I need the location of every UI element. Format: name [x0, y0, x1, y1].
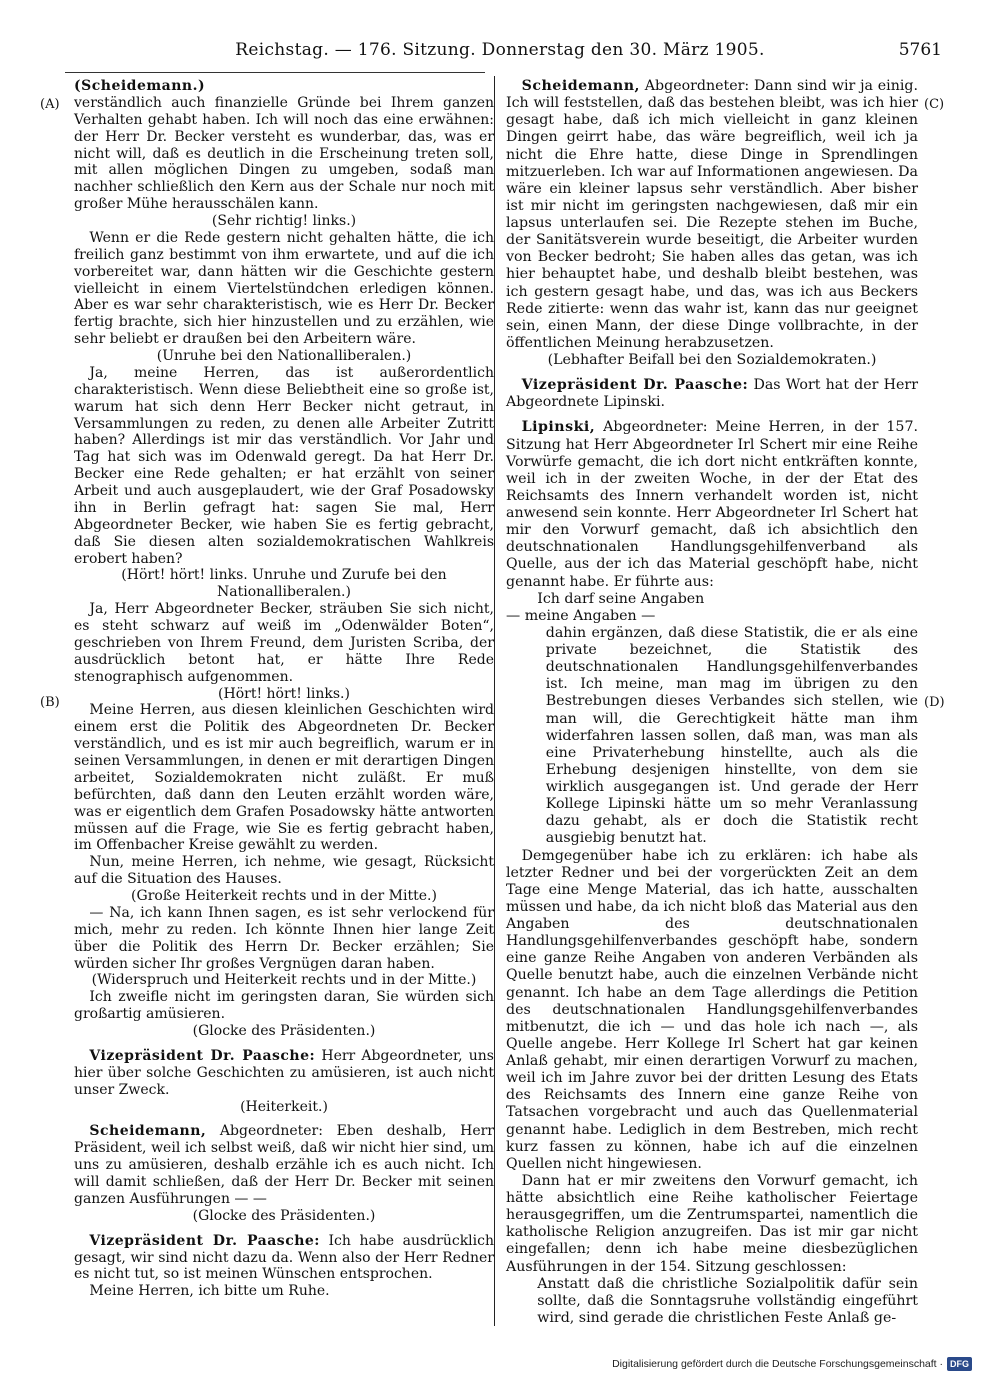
running-title: Reichstag. — 176. Sitzung. Donnerstag den 30. März 1905.	[235, 40, 765, 60]
interjection: (Hört! hört! links. Unruhe und Zurufe bei den Nationalliberalen.)	[121, 567, 447, 601]
speech	[506, 78, 918, 352]
left-column	[74, 78, 494, 1300]
quotation: — meine Angaben —	[506, 607, 656, 624]
speech	[506, 419, 918, 590]
speech	[506, 377, 918, 411]
paragraph: — Na, ich kann Ihnen sagen, es ist sehr verlockend für mich, mehr zu reden. Ich könnte Ihnen hier lange Zeit über die Politik des Herrn Dr. Becker erzählen; Sie würden sicher Ihr großes Vergnügen daran haben.	[74, 904, 494, 972]
interjection: (Widerspruch und Heiterkeit rechts und in der Mitte.)	[91, 972, 477, 989]
speaker-tag: (Scheidemann.)	[74, 78, 206, 94]
paragraph: Nun, meine Herren, ich nehme, wie gesagt, Rücksicht auf die Situation des Hauses.	[74, 854, 494, 888]
speaker-name: Scheidemann,	[89, 1123, 207, 1140]
page-number: 5761	[898, 40, 942, 60]
margin-marker-d: (D)	[924, 695, 945, 710]
interjection: (Hört! hört! links.)	[218, 685, 350, 702]
speech-text: Abgeordneter: Eben deshalb, Herr Präsident, weil ich selbst weiß, daß wir nicht hier sind, um uns zu amüsieren, deshalb erzähle ich es auch nicht. Ich will damit schließen, daß der Herr Dr. Becker mit seinen ganzen Ausführungen — —	[74, 1123, 494, 1207]
paragraph: Dann hat er mir zweitens den Vorwurf gemacht, ich hätte absichtlich eine Reihe katholischer Feiertage herausgegriffen, um die Zentrumspartei, namentlich die katholische Religion anzugreifen. Das ist mir gar nicht eingefallen; denn ich habe meine diesbezüglichen Ausführungen in der 154. Sitzung geschlossen:	[506, 1172, 918, 1275]
paragraph: Ja, meine Herren, das ist außerordentlich charakteristisch. Wenn diese Beliebtheit eine so große ist, warum hat sich denn Herr Becker nicht getraut, in Versammlungen zu reden, zu denen alle Arbeiter Zutritt haben? Allerdings ist mir das verständlich. Vor Jahr und Tag hat sich was im Odenwald geregt. Da hat Herr Dr. Becker eine Rede gehalten; er hat erzählt von seiner Arbeit und auch ausgeplaudert, wie der Graf Posadowsky ihn in Berlin gefragt hat: sagen Sie mal, Herr Abgeordneter Becker, wie haben Sie es fertig gebracht, daß Sie diesen alten sozialdemokratischen Wahlkreis erobert haben?	[74, 364, 494, 567]
header-rule	[65, 72, 485, 73]
speech-text: Das Wort hat der Herr Abgeordnete Lipinski.	[506, 377, 918, 411]
credit-text: Digitalisierung gefördert durch die Deutsche Forschungsgemeinschaft ·	[612, 1358, 943, 1370]
quotation: dahin ergänzen, daß diese Statistik, die er als eine private bezeichnet, die Statistik des deutschnationalen Handlungsgehilfenverbandes ist. Ich meine, man mag im übrigen zu den Bestrebungen dieses Verbandes sich stellen, wie man will, die Gerechtigkeit hätte man ihm widerfahren lassen sollen, daß man, was man als eine Privaterhebung hinstellte, auch als die Erhebung desjenigen hinstellte, von dem sie wirklich ausgegangen ist. Und gerade der Herr Kollege Lipinski hätte um so mehr Veranlassung dazu gehabt, als er doch die Statistik recht ausgiebig benutzt hat.	[545, 624, 918, 847]
speech	[74, 1123, 494, 1207]
paragraph: Meine Herren, aus diesen kleinlichen Geschichten wird einem erst die Politik des Abgeordneten Dr. Becker verständlich, und es ist mir auch begreiflich, warum er in seinen Versammlungen, in denen er mit derartigen Dingen arbeitet, Sozialdemokraten nicht zuläßt. Er muß befürchten, daß dann den Leuten erzählt worden wäre, was er eigentlich dem Grafen Posadowsky hätte antworten müssen auf die Frage, wie Sie es fertig gebracht haben, im Offenbacher Kreise gewählt zu werden.	[74, 702, 494, 854]
speech-text: Abgeordneter: Dann sind wir ja einig. Ich will feststellen, daß das bestehen bleibt, was ich hier gesagt habe, daß ich mich vielleicht in ganz kleinen Dingen geirrt habe, das wäre begreiflich, weil ich ja nicht die Ehre hatte, diese Dinge in Sprendlingen mitzuerleben. Ich war auf Informationen angewiesen. Da wäre ein kleiner lapsus sehr verständlich. Aber bisher ist mir nicht im geringsten nachgewiesen, daß mir ein lapsus unterlaufen sei. Die Rezepte stehen im Buche, der Sanitätsverein wurde beseitigt, die Arbeiter wurden von Becker bedroht; Sie haben alles das getan, was ich hier behauptet habe, und deshalb bleibt bestehen, was ich gestern gesagt habe, und das, was ich aus Beckers Rede zitierte: wenn das wahr ist, kann das nur geeignet sein, einen Mann, der diese Dinge vollbrachte, in der öffentlichen Meinung herabzusetzen.	[506, 78, 918, 351]
paragraph: Ja, Herr Abgeordneter Becker, sträuben Sie sich nicht, es steht schwarz auf weiß im „Odenwälder Boten“, geschrieben von Ihrem Freund, dem Juristen Scriba, der ausdrücklich betont hat, er hätte Ihre Rede stenographisch aufgenommen.	[74, 601, 494, 685]
margin-marker-a: (A)	[40, 97, 60, 112]
speech-text: Ich habe ausdrücklich gesagt, wir sind nicht dazu da. Wenn also der Herr Redner es nicht tut, so ist meinen Wünschen entsprochen.	[74, 1232, 494, 1283]
speaker-name: Vizepräsident Dr. Paasche:	[89, 1047, 316, 1064]
paragraph: verständlich auch finanzielle Gründe bei Ihrem ganzen Verhalten gehabt haben. Ich will noch das eine erwähnen: der Herr Dr. Becker versteht es wunderbar, das, was er nicht will, daß es deutlich in die Erscheinung treten soll, mit allen möglichen Dingen zu umgeben, sodaß man nachher schließlich den Kern aus der Schale nur noch mit großer Mühe herausschälen kann.	[74, 94, 494, 213]
page-header	[0, 40, 1000, 70]
speaker-name: Vizepräsident Dr. Paasche:	[89, 1232, 320, 1249]
speech	[74, 1233, 494, 1284]
speech	[74, 1048, 494, 1099]
paragraph: Demgegenüber habe ich zu erklären: ich habe als letzter Redner und bei der vorgerückten Zeit an dem Tage eine Menge Material, das ich hatte, ausschalten müssen und habe, da ich nicht bloß das Material aus den Angaben des deutschnationalen Handlungsgehilfenverbandes geschöpft habe, sondern eine ganze Reihe Angaben von anderen Verbänden als Quelle benutzt habe, auch die einzelnen Verbände nicht genannt. Ich habe an dem Tage allerdings die Petition des deutschnationalen Handlungsgehilfenverbandes mitbenutzt, die ich — und das hole ich nach —, als Quelle angebe. Herr Kollege Irl Schert hat gar keinen Anlaß gehabt, mir einen derartigen Vorwurf zu machen, weil ich im Jahre zuvor bei der dritten Lesung des Etats des Reichsamts des Innern eine ganze Reihe von Tatsachen vorgebracht und auch das Quellenmaterial genannt habe. Lediglich in dem Bestreben, mich recht kurz fassen zu können, habe ich auf die einzelnen Quellen nicht hingewiesen.	[506, 847, 918, 1172]
paragraph: Meine Herren, ich bitte um Ruhe.	[89, 1283, 330, 1300]
paragraph: Wenn er die Rede gestern nicht gehalten hätte, die ich freilich ganz bestimmt von ihm erwartete, und auf die ich vorbereitet war, dann hätten wir die Geschichte gestern vielleicht in einem Viertelstündchen erledigen können. Aber es war sehr charakteristisch, wie es Herr Dr. Becker fertig brachte, sich hier hinzustellen und zu erzählen, wie sehr beliebt er draußen bei den Arbeitern wäre.	[74, 229, 494, 348]
quotation: Anstatt daß die christliche Sozialpolitik dafür sein sollte, daß die Sonntagsruhe vollständig eingeführt wird, sind gerade die christlichen Feste Anlaß ge-	[537, 1275, 918, 1326]
quotation: Ich darf seine Angaben	[537, 590, 705, 607]
column-divider	[494, 76, 495, 1326]
speech-text: Herr Abgeordneter, uns hier über solche Geschichten zu amüsieren, ist auch nicht unser Zweck.	[74, 1047, 494, 1098]
dfg-logo: DFG	[947, 1357, 972, 1371]
digitization-credit	[612, 1357, 972, 1371]
paragraph: Ich zweifle nicht im geringsten daran, Sie würden sich großartig amüsieren.	[74, 989, 494, 1023]
speaker-name: Scheidemann,	[521, 78, 640, 94]
margin-marker-c: (C)	[924, 97, 945, 112]
right-column	[506, 78, 918, 1327]
interjection: (Lebhafter Beifall bei den Sozialdemokraten.)	[547, 352, 877, 368]
interjection: (Große Heiterkeit rechts und in der Mitte.)	[131, 888, 437, 904]
margin-marker-b: (B)	[40, 695, 60, 710]
speaker-name: Vizepräsident Dr. Paasche:	[521, 377, 749, 394]
speaker-name: Lipinski,	[521, 419, 596, 436]
interjection: (Glocke des Präsidenten.)	[192, 1207, 376, 1224]
speech-text: Abgeordneter: Meine Herren, in der 157. Sitzung hat Herr Abgeordneter Irl Schert mir eine Reihe Vorwürfe gemacht, die ich dort nicht entkräften konnte, weil ich in der zweiten Woche, in der der Etat des Reichsamts des Innern verhandelt worden ist, nicht anwesend sein konnte. Herr Abgeordneter Irl Schert hat mir den Vorwurf gemacht, daß ich absichtlich den deutschnationalen Handlungsgehilfenverband als Quelle, aus der ich das Material geschöpft habe, nicht genannt habe. Er führte aus:	[506, 419, 918, 590]
interjection: (Unruhe bei den Nationalliberalen.)	[156, 348, 412, 364]
interjection: (Heiterkeit.)	[240, 1098, 328, 1115]
interjection: (Glocke des Präsidenten.)	[192, 1023, 376, 1039]
interjection: (Sehr richtig! links.)	[211, 213, 357, 229]
